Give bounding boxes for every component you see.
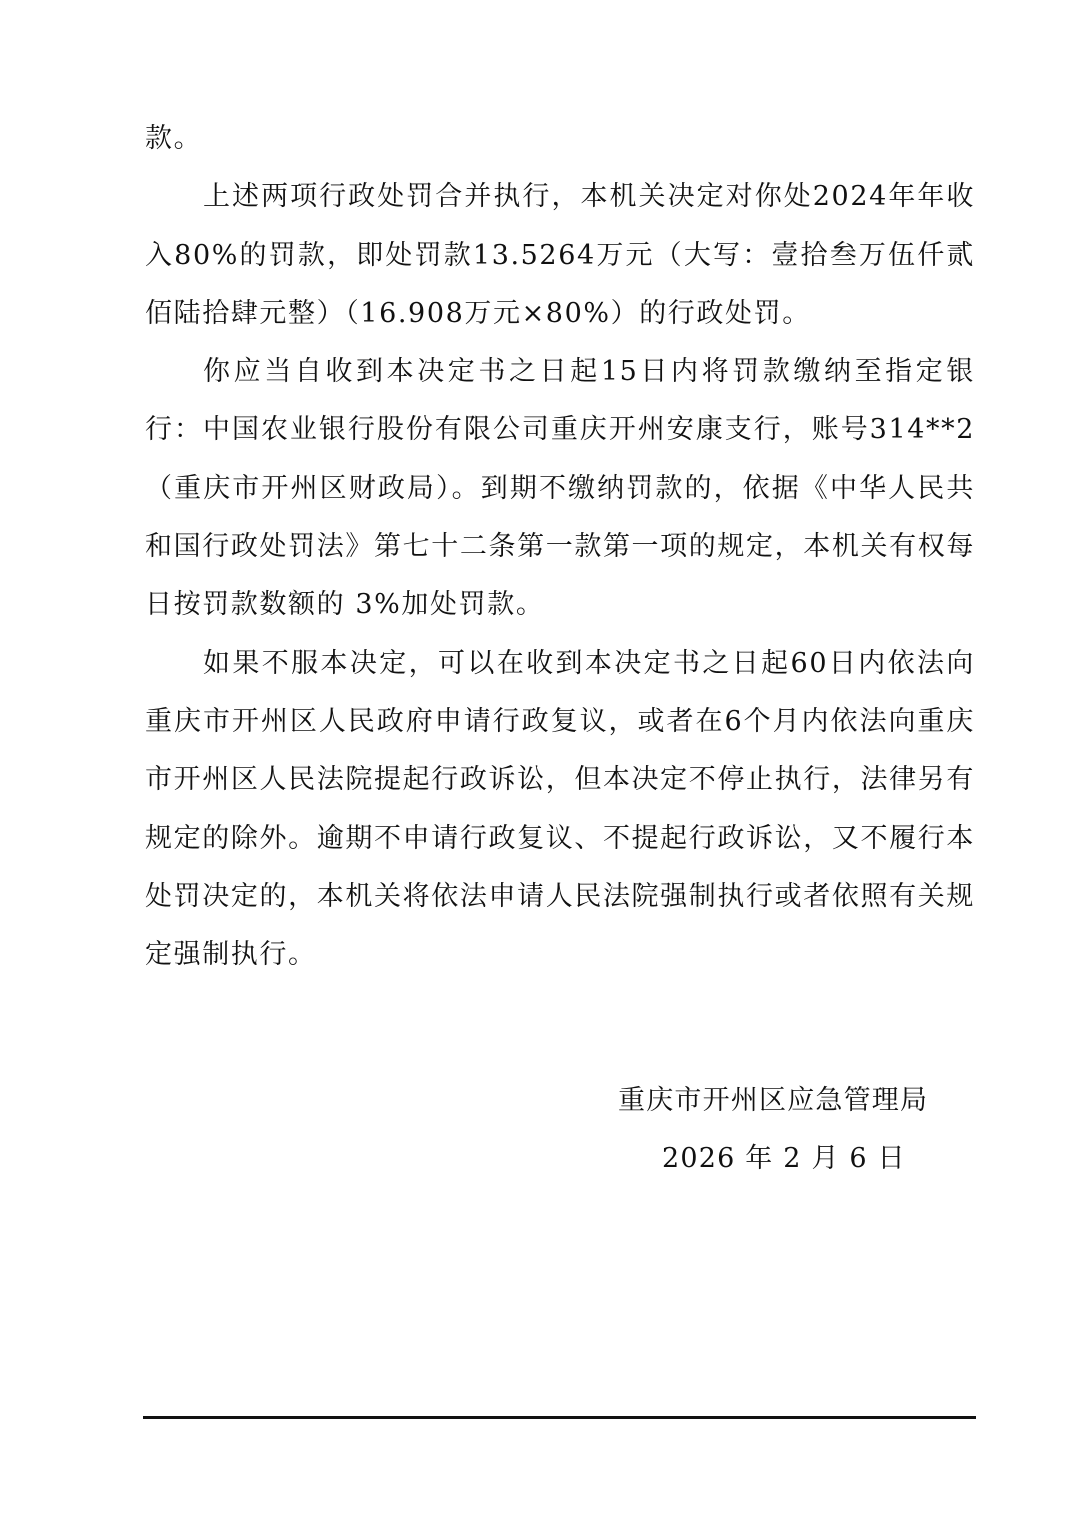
paragraph-appeal-rights: 如果不服本决定，可以在收到本决定书之日起60日内依法向重庆市开州区人民政府申请行政复议，或者在6个月内依法向重庆市开州区人民法院提起行政诉讼，但本决定不停止执行，法律另有规定的除外。逾期不申请行政复议、不提起行政诉讼，又不履行本处罚决定的，本机关将依法申请人民法院强制执行或者依照有关规定强制执行。 [145,647,975,971]
paragraph-payment-instructions: 你应当自收到本决定书之日起15日内将罚款缴纳至指定银行：中国农业银行股份有限公司重庆开州安康支行，账号314**2（重庆市开州区财政局）。到期不缴纳罚款的，依据《中华人民共和国行政处罚法》第七十二条第一款第一项的规定，本机关有权每日按罚款数额的 3%加处罚款。 [145,356,975,621]
footer-divider [143,1416,976,1419]
issue-date: 2026 年 2 月 6 日 [662,1143,906,1174]
paragraph-combined-penalty: 上述两项行政处罚合并执行，本机关决定对你处2024年年收入80%的罚款，即处罚款13.5264万元（大写：壹拾叁万伍仟贰佰陆拾肆元整）（16.908万元×80%）的行政处罚。 [145,181,975,329]
document-body [145,110,975,984]
issuing-organization: 重庆市开州区应急管理局 [618,1085,929,1116]
paragraph-continuation: 款。 [145,123,203,154]
